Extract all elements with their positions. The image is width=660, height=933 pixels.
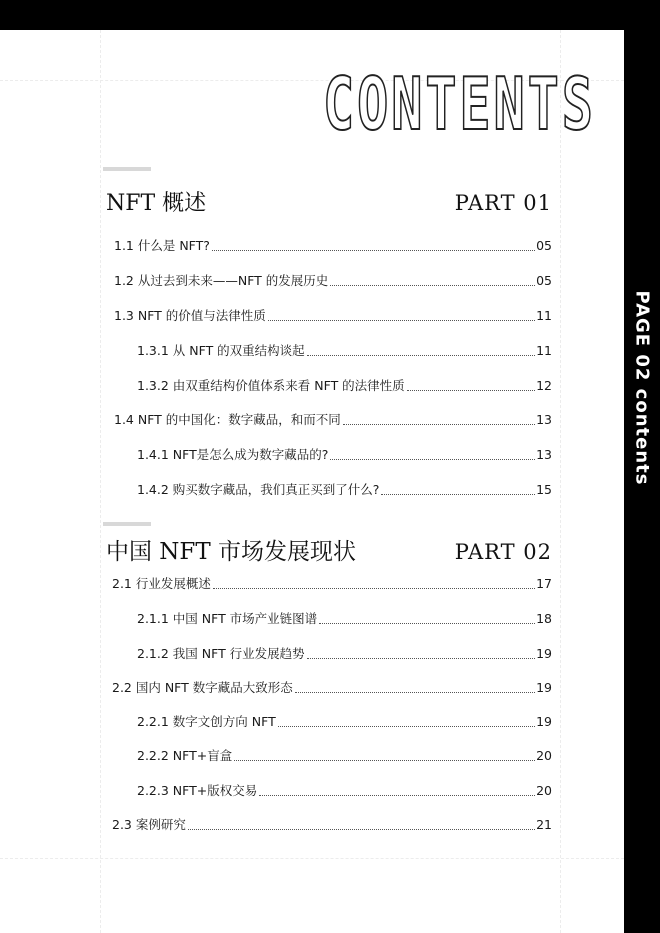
- toc-entry-page: 20: [536, 783, 552, 798]
- toc-entry-label: 1.1 什么是 NFT?: [114, 238, 210, 253]
- toc-leader: [307, 355, 535, 356]
- toc-subentry[interactable]: [137, 746, 552, 766]
- toc-subentry[interactable]: [137, 445, 552, 465]
- section-accent: [103, 522, 151, 526]
- toc-entry-page: 21: [536, 817, 552, 832]
- toc-entry-label: 2.2.1 数字文创方向 NFT: [137, 714, 276, 729]
- toc-subentry[interactable]: [137, 376, 552, 396]
- toc-entry-label: 2.1.2 我国 NFT 行业发展趋势: [137, 646, 305, 661]
- toc-leader: [381, 494, 535, 495]
- toc-leader: [343, 424, 535, 425]
- toc-entry-label: 1.4.1 NFT是怎么成为数字藏品的?: [137, 447, 329, 462]
- section-part: PART 01: [454, 191, 552, 215]
- section-title: 中国 NFT 市场发展现状: [106, 539, 357, 565]
- guide-line: [0, 858, 624, 859]
- guide-line: [560, 30, 561, 933]
- toc-leader: [330, 459, 535, 460]
- toc-entry-page: 13: [536, 447, 552, 462]
- toc-subentry[interactable]: [137, 609, 552, 629]
- toc-leader: [295, 692, 535, 693]
- toc-entry[interactable]: [112, 574, 552, 594]
- toc-leader: [212, 250, 535, 251]
- toc-entry-page: 05: [536, 238, 552, 253]
- toc-entry-page: 12: [536, 378, 552, 393]
- toc-entry-label: 1.3.1 从 NFT 的双重结构谈起: [137, 343, 305, 358]
- toc-entry-label: 1.4.2 购买数字藏品，我们真正买到了什么?: [137, 482, 380, 497]
- toc-entry-label: 2.2 国内 NFT 数字藏品大致形态: [112, 680, 293, 695]
- toc-entry-label: 1.3.2 由双重结构价值体系来看 NFT 的法律性质: [137, 378, 405, 393]
- toc-leader: [278, 726, 535, 727]
- toc-entry-page: 05: [536, 273, 552, 288]
- toc-entry-page: 11: [536, 343, 552, 358]
- toc-entry-label: 2.2.3 NFT+版权交易: [137, 783, 258, 798]
- toc-leader: [234, 760, 535, 761]
- toc-leader: [188, 829, 535, 830]
- side-page-label: PAGE 02 contents: [631, 290, 653, 486]
- section-part: PART 02: [454, 540, 552, 564]
- toc-entry-label: 2.3 案例研究: [112, 817, 186, 832]
- toc-entry[interactable]: [114, 410, 552, 430]
- toc-subentry[interactable]: [137, 712, 552, 732]
- toc-entry-label: 1.4 NFT 的中国化：数字藏品，和而不同: [114, 412, 341, 427]
- toc-entry-label: 1.2 从过去到未来——NFT 的发展历史: [114, 273, 329, 288]
- toc-leader: [213, 588, 535, 589]
- page-title: CONTENTS: [323, 62, 596, 146]
- toc-entry-label: 2.1.1 中国 NFT 市场产业链图谱: [137, 611, 318, 626]
- toc-entry-page: 18: [536, 611, 552, 626]
- toc-leader: [307, 658, 535, 659]
- toc-leader: [259, 795, 535, 796]
- toc-subentry[interactable]: [137, 480, 552, 500]
- toc-entry-page: 19: [536, 714, 552, 729]
- toc-entry-label: 2.2.2 NFT+盲盒: [137, 748, 233, 763]
- section-accent: [103, 167, 151, 171]
- toc-entry-page: 11: [536, 308, 552, 323]
- toc-entry[interactable]: [112, 815, 552, 835]
- section-header: [106, 186, 552, 217]
- toc-subentry[interactable]: [137, 644, 552, 664]
- toc-entry-page: 19: [536, 646, 552, 661]
- toc-entry-page: 20: [536, 748, 552, 763]
- toc-entry-page: 17: [536, 576, 552, 591]
- toc-entry[interactable]: [114, 271, 552, 291]
- toc-leader: [330, 285, 535, 286]
- toc-leader: [407, 390, 535, 391]
- toc-subentry[interactable]: [137, 781, 552, 801]
- toc-entry-label: 1.3 NFT 的价值与法律性质: [114, 308, 266, 323]
- section-header: [106, 533, 552, 566]
- toc-entry[interactable]: [114, 236, 552, 256]
- toc-leader: [319, 623, 535, 624]
- toc-leader: [268, 320, 535, 321]
- toc-entry[interactable]: [112, 678, 552, 698]
- toc-entry-page: 15: [536, 482, 552, 497]
- toc-entry[interactable]: [114, 306, 552, 326]
- section-title: NFT 概述: [106, 191, 207, 216]
- top-bar: [0, 0, 660, 30]
- toc-subentry[interactable]: [137, 341, 552, 361]
- toc-entry-label: 2.1 行业发展概述: [112, 576, 211, 591]
- guide-line: [100, 30, 101, 933]
- toc-entry-page: 19: [536, 680, 552, 695]
- toc-entry-page: 13: [536, 412, 552, 427]
